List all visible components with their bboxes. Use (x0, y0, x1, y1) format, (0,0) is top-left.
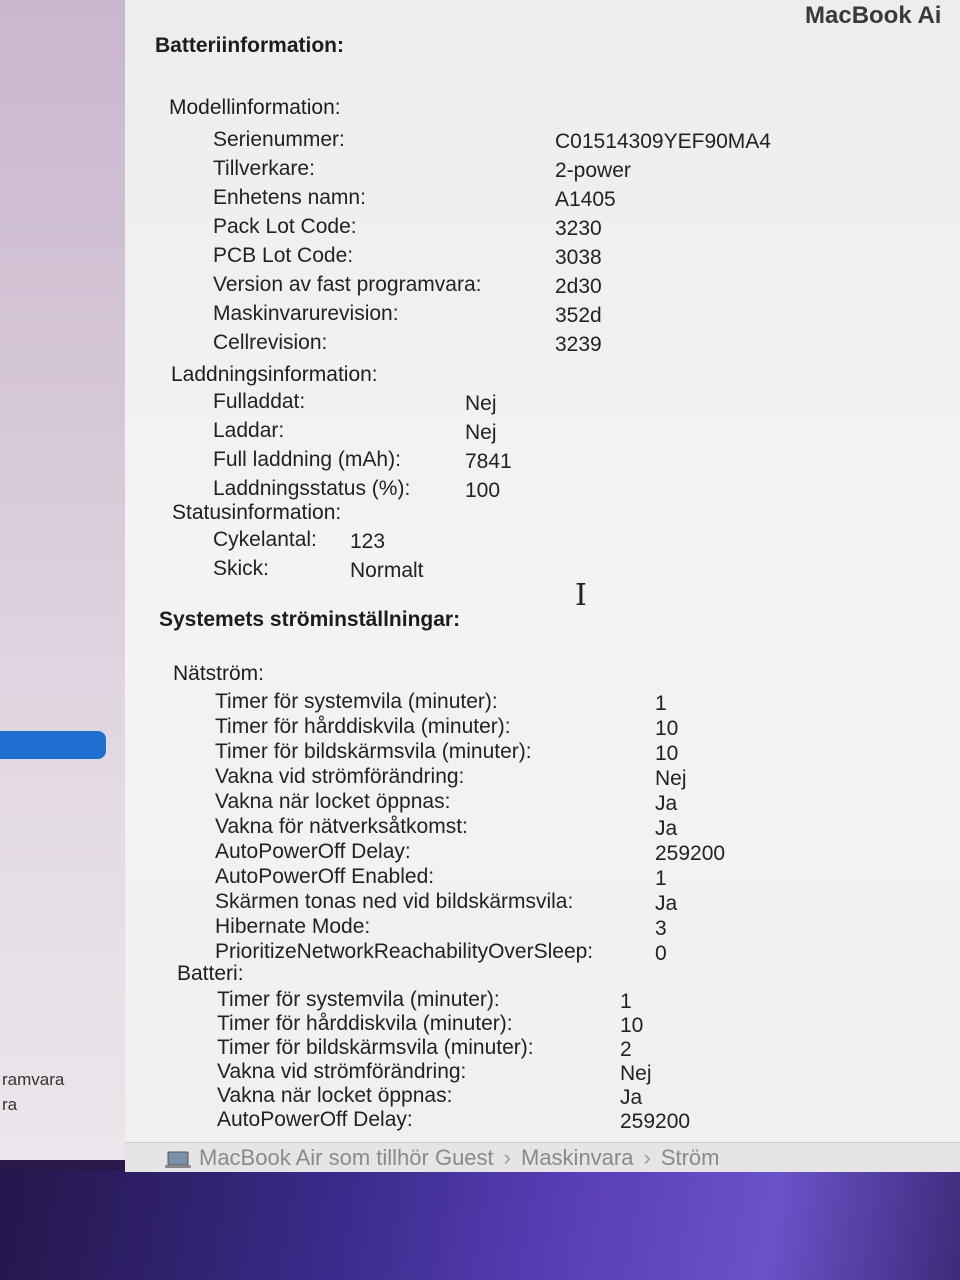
info-row-label: Vakna för nätverksåtkomst: (215, 815, 468, 838)
info-row-label: Vakna vid strömförändring: (217, 1060, 467, 1083)
chevron-right-icon: › (643, 1144, 651, 1170)
info-row-label: AutoPowerOff Delay: (215, 840, 411, 863)
info-row-label: PCB Lot Code: (213, 244, 354, 267)
main-content (125, 0, 960, 1142)
info-row-label: Vakna när locket öppnas: (217, 1084, 453, 1107)
sidebar (0, 0, 125, 1160)
info-row-value: 352d (555, 304, 602, 327)
info-row-value: 2d30 (555, 275, 602, 298)
battery-power-title: Batteri: (177, 962, 244, 985)
info-row-label: Enhetens namn: (213, 186, 366, 209)
text-cursor-icon: I (575, 578, 587, 613)
info-row-value: 1 (655, 867, 667, 890)
info-row-value: 259200 (620, 1110, 691, 1133)
info-row-label: AutoPowerOff Enabled: (215, 865, 435, 888)
info-row-value: Nej (655, 767, 687, 790)
info-row-label: Cykelantal: (213, 528, 317, 551)
breadcrumb (125, 1142, 960, 1172)
info-row-label: Fulladdat: (213, 390, 306, 413)
power-settings-title: Systemets ströminställningar: (159, 608, 461, 631)
info-row-label: Cellrevision: (213, 331, 328, 354)
info-row-label: Timer för hårddiskvila (minuter): (217, 1012, 513, 1035)
info-row-value: Ja (620, 1086, 643, 1109)
info-row-label: Timer för hårddiskvila (minuter): (215, 715, 511, 738)
info-row-value: 7841 (465, 450, 512, 473)
info-row-value: Normalt (350, 559, 424, 582)
info-row-value: 10 (655, 742, 679, 765)
info-row-value: A1405 (555, 188, 616, 211)
info-row-value: 3239 (555, 333, 602, 356)
info-row-label: Timer för bildskärmsvila (minuter): (217, 1036, 534, 1059)
battery-info-title: Batteriinformation: (155, 34, 344, 57)
breadcrumb-item-computer[interactable]: MacBook Air som tillhör Guest (199, 1144, 494, 1170)
chevron-right-icon: › (503, 1144, 511, 1170)
info-row-label: Maskinvarurevision: (213, 302, 399, 325)
info-row-value: 10 (655, 717, 679, 740)
info-row-label: Laddar: (213, 419, 285, 442)
ac-power-title: Nätström: (173, 662, 265, 685)
sidebar-selected-item[interactable] (0, 731, 106, 759)
info-row-value: 10 (620, 1014, 644, 1037)
info-row-label: Hibernate Mode: (215, 915, 371, 938)
status-info-title: Statusinformation: (172, 501, 342, 524)
sidebar-item-label[interactable]: ra (2, 1095, 18, 1114)
info-row-label: Tillverkare: (213, 157, 315, 180)
model-info-title: Modellinformation: (169, 96, 341, 119)
info-row-value: C01514309YEF90MA4 (555, 130, 771, 153)
info-row-label: Pack Lot Code: (213, 215, 357, 238)
charge-info-title: Laddningsinformation: (171, 363, 378, 386)
info-row-value: 259200 (655, 842, 726, 865)
sidebar-item-label[interactable]: ramvara (2, 1070, 65, 1089)
info-row-label: Skärmen tonas ned vid bildskärmsvila: (215, 890, 574, 913)
info-row-label: Vakna vid strömförändring: (215, 765, 465, 788)
info-row-value: 3230 (555, 217, 602, 240)
info-row-label: Timer för systemvila (minuter): (215, 690, 498, 713)
info-row-label: Skick: (213, 557, 270, 580)
info-row-value: Nej (465, 392, 497, 415)
laptop-icon (165, 1149, 191, 1167)
info-row-label: Full laddning (mAh): (213, 448, 401, 471)
info-row-label: Serienummer: (213, 128, 345, 151)
info-row-label: PrioritizeNetworkReachabilityOverSleep: (215, 940, 594, 963)
window-title: MacBook Ai (805, 2, 942, 29)
info-row-label: Vakna när locket öppnas: (215, 790, 451, 813)
info-row-value: 2-power (555, 159, 631, 182)
breadcrumb-item-power[interactable]: Ström (660, 1144, 720, 1170)
info-row-value: Ja (655, 817, 678, 840)
info-row-label: Timer för bildskärmsvila (minuter): (215, 740, 532, 763)
info-row-value: 100 (465, 479, 501, 502)
breadcrumb-item-hardware[interactable]: Maskinvara (521, 1144, 634, 1170)
info-row-label: AutoPowerOff Delay: (217, 1108, 413, 1131)
info-row-value: 0 (655, 942, 667, 965)
info-row-value: 1 (620, 990, 632, 1013)
info-row-value: Nej (620, 1062, 652, 1085)
info-row-value: 2 (620, 1038, 632, 1061)
info-row-label: Laddningsstatus (%): (213, 477, 411, 500)
info-row-value: Nej (465, 421, 497, 444)
info-row-label: Version av fast programvara: (213, 273, 482, 296)
desktop-wallpaper (0, 1170, 960, 1280)
info-row-value: 3 (655, 917, 667, 940)
info-row-value: Ja (655, 892, 678, 915)
info-row-value: 1 (655, 692, 667, 715)
info-row-value: 3038 (555, 246, 602, 269)
info-row-value: Ja (655, 792, 678, 815)
info-row-value: 123 (350, 530, 386, 553)
info-row-label: Timer för systemvila (minuter): (217, 988, 500, 1011)
